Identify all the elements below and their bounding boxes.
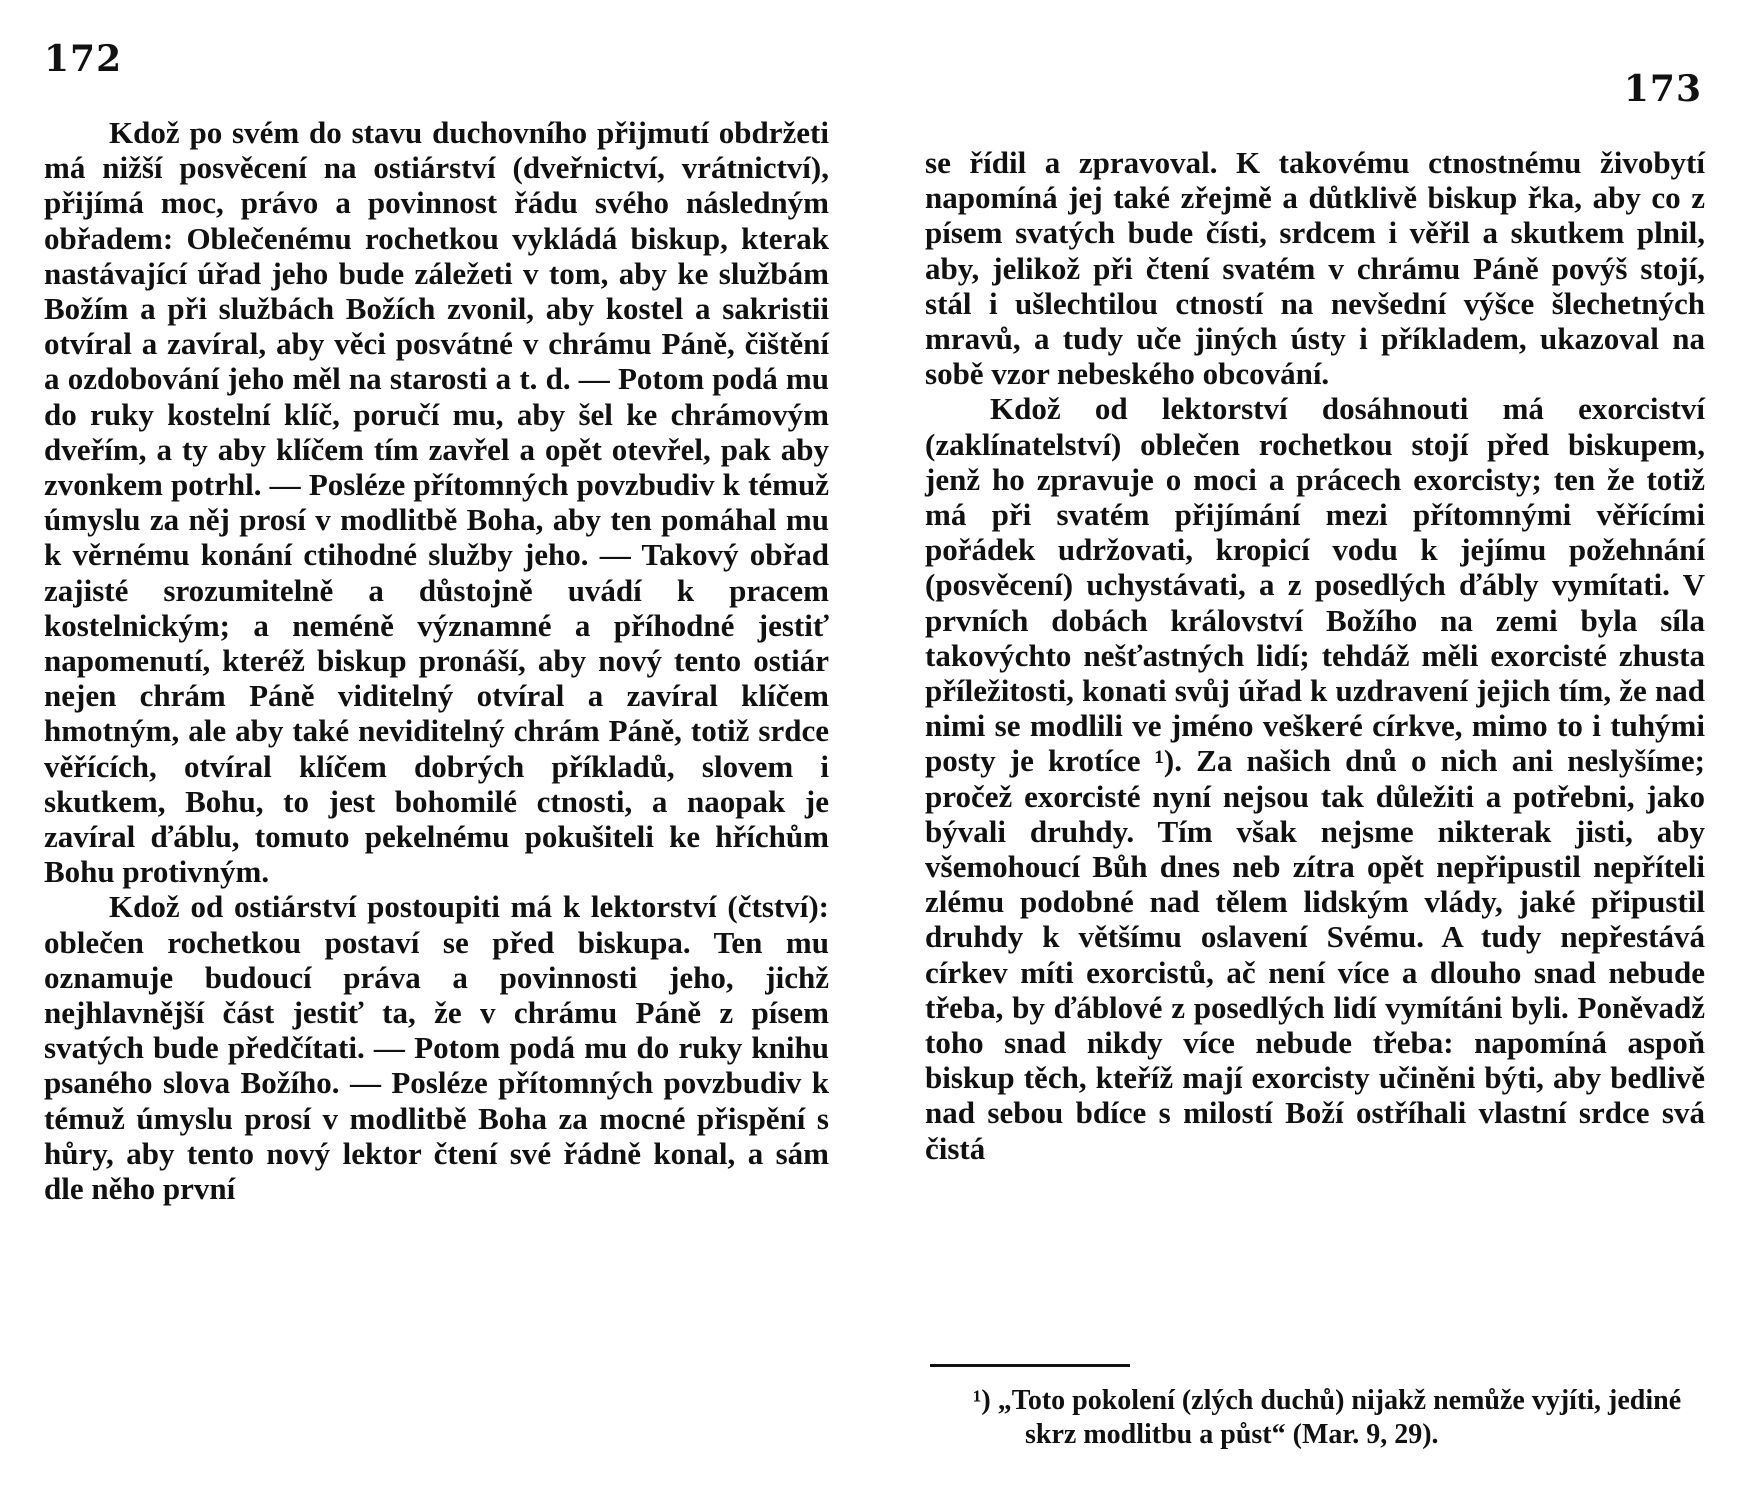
footnote-divider bbox=[930, 1364, 1130, 1367]
paragraph-lector: Kdož od ostiárství postoupiti má k lektorství (čtství): oblečen rochetkou postaví se před biskupa. Ten mu oznamuje budoucí práva a povinnosti jeho, jichž nejhlavnější část jestiť ta, že v chrámu Páně z písem svatých bude předčítati. — Potom podá mu do ruky knihu psaného slova Božího. — Posléze přítomných povzbudiv k témuž úmyslu prosí v modlitbě Boha za mocné přispění s hůry, aby tento nový lektor čtení své řádně konal, a sám dle něho první bbox=[44, 889, 829, 1207]
text-column bbox=[925, 145, 1705, 1166]
page-number: 172 bbox=[44, 38, 123, 80]
right-page bbox=[875, 0, 1750, 1500]
footnote: ¹) „Toto pokolení (zlých duchů) nijakž nemůže vyjíti, jediné skrz modlitbu a půst“ (Mar. 9, 29). bbox=[973, 1385, 1682, 1450]
text-column bbox=[44, 115, 829, 1206]
page-number: 173 bbox=[1623, 68, 1702, 110]
paragraph-ostiarius: Kdož po svém do stavu duchovního přijmutí obdržeti má nižší posvěcení na ostiárství (dveřnictví, vrátnictví), přijímá moc, právo a povinnost řádu svého následným obřadem: Oblečenému rochetkou vykládá biskup, kterak nastávající úřad jeho bude záležeti v tom, aby ke službám Božím a při službách Božích zvonil, aby kostel a sakristii otvíral a zavíral, aby věci posvátné v chrámu Páně, čištění a ozdobování jeho měl na starosti a t. d. — Potom podá mu do ruky kostelní klíč, poručí mu, aby šel ke chrámovým dveřím, a ty aby klíčem tím zavřel a opět otevřel, pak aby zvonkem potrhl. — Posléze přítomných povzbudiv k témuž úmyslu za něj prosí v modlitbě Boha, aby ten pomáhal mu k věrnému konání ctihodné služby jeho. — Takový obřad zajisté srozumitelně a důstojně uvádí k pracem kostelnickým; a neméně významné a příhodné jestiť napomenutí, kteréž biskup pronáší, aby nový tento ostiár nejen chrám Páně viditelný otvíral a zavíral klíčem hmotným, ale aby také neviditelný chrám Páně, totiž srdce věřících, otvíral klíčem dobrých příkladů, slovem i skutkem, Bohu, to jest bohomilé ctnosti, a naopak je zavíral ďáblu, tomuto pekelnému pokušiteli ke hříchům Bohu protivným. bbox=[44, 115, 829, 890]
paragraph-lector-continued: se řídil a zpravoval. K takovému ctnostnému živobytí napomíná jej také zřejmě a důtklivě biskup řka, aby co z písem svatých bude čísti, srdcem i věřil a skutkem plnil, aby, jelikož při čtení svatém v chrámu Páně povýš stojí, stál i ušlechtilou ctností na nevšední výšce šlechetných mravů, a tudy uče jiných ústy i příkladem, ukazoval na sobě vzor nebeského obcování. bbox=[925, 145, 1705, 392]
paragraph-exorcist: Kdož od lektorství dosáhnouti má exorciství (zaklínatelství) oblečen rochetkou stojí před biskupem, jenž ho zpravuje o moci a prácech exorcisty; ten že totiž má při svatém přijímání mezi přítomnými věřícími pořádek udržovati, kropicí vodu k jejímu požehnání (posvěcení) uchystávati, a z posedlých ďábly vymítati. V prvních dobách království Božího na zemi byla síla takovýchto nešťastných lidí; tehdáž měli exorcisté zhusta příležitosti, konati svůj úřad k uzdravení jejich tím, že nad nimi se modlili ve jméno veškeré církve, mimo to i tuhými posty je krotíce ¹). Za našich dnů o nich ani neslyšíme; pročež exorcisté nyní nejsou tak důležiti a potřebni, jako bývali druhdy. Tím však nejsme nikterak jisti, aby všemohoucí Bůh dnes neb zítra opět nepřipustil nepříteli zlému podobné nad tělem lidským vlády, jaké připustil druhdy k většímu oslavení Svému. A tudy nepřestává církev míti exorcistů, ač není více a dlouho snad nebude třeba, by ďáblové z posedlých lidí vymítáni byli. Poněvadž toho snad nikdy více nebude třeba: napomíná aspoň biskup těch, kteříž mají exorcisty učiněni býti, aby bedlivě nad sebou bdíce s milostí Boží ostříhali vlastní srdce svá čistá bbox=[925, 391, 1705, 1166]
